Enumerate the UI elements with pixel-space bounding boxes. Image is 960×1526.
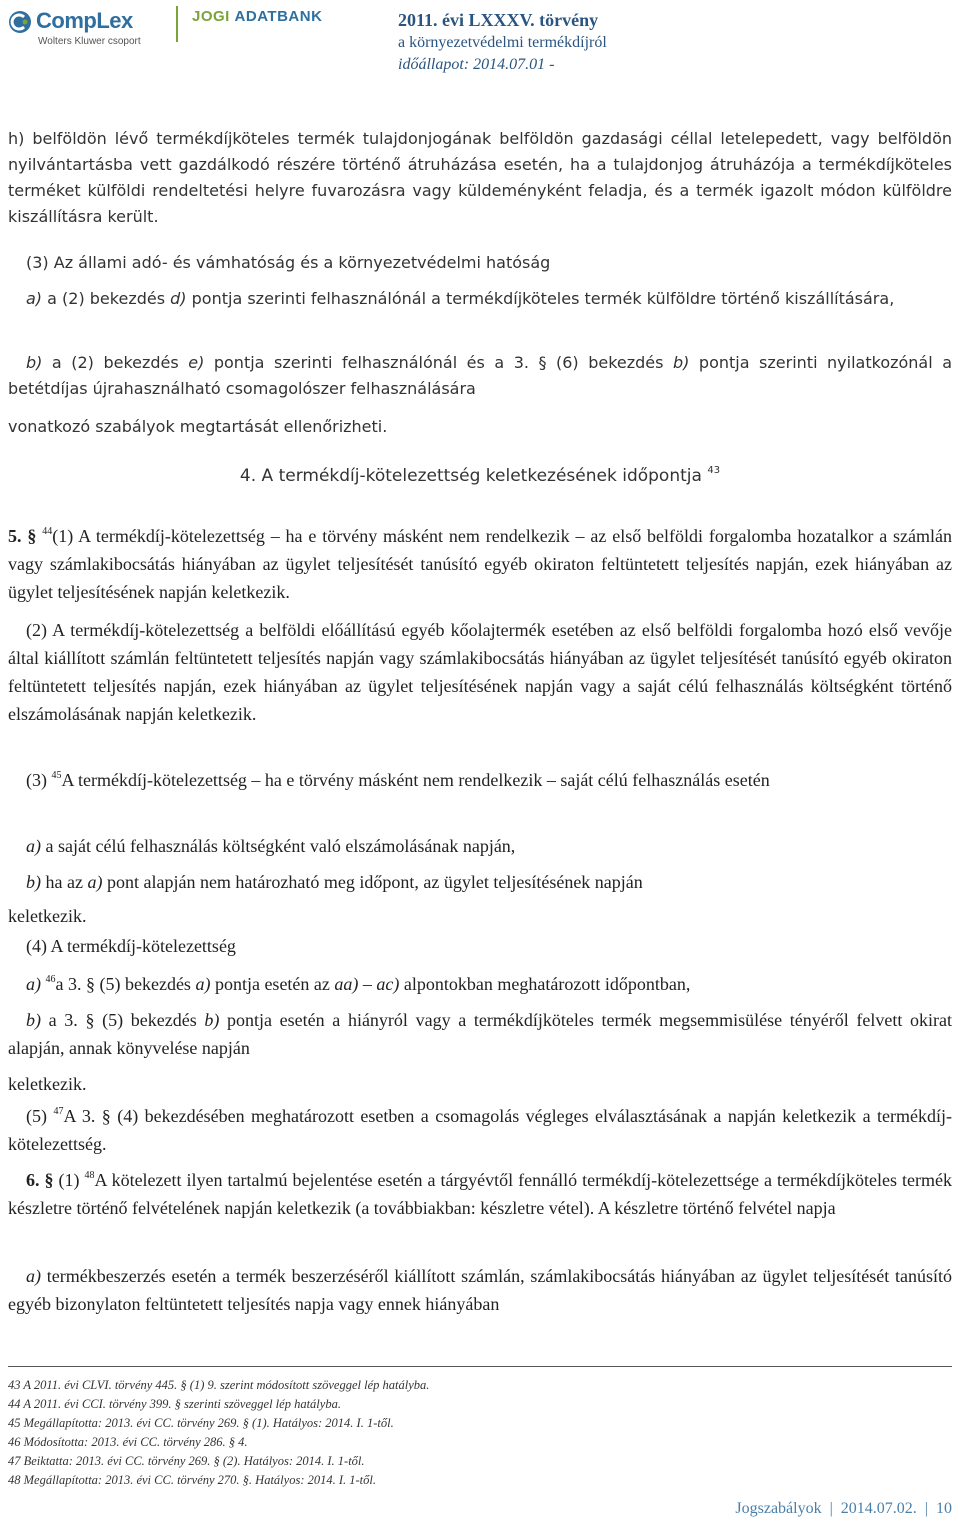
law-title: 2011. évi LXXXV. törvény xyxy=(398,10,599,30)
s5-p5 xyxy=(8,1102,952,1158)
heading-4-footnote-ref: 43 xyxy=(707,465,721,476)
s5-p3-a-label: a) xyxy=(26,836,41,856)
header-divider xyxy=(176,6,178,42)
s5-p4-a-footnote-ref: 46 xyxy=(45,974,56,985)
s5-p4-a-text-2: pontja esetén az xyxy=(210,974,335,994)
s5-p3-a-text: a saját célú felhasználás költségként való elszámolásának napján, xyxy=(41,836,516,856)
s5-p3-b-ref: a) xyxy=(87,872,103,892)
footnote-44: 44 A 2011. évi CCI. törvény 399. § szerinti szöveggel lép hatályba. xyxy=(8,1397,341,1411)
s5-p4-b-text-2: pontja esetén a hiányról vagy a termékdíjköteles termék megsemmisülése tényéről felvett okirat alapján, annak könyvelése napján xyxy=(8,1010,952,1058)
s5-p4-end: keletkezik. xyxy=(8,1074,87,1094)
s5-p4-a-ref: a) xyxy=(195,974,211,994)
p3-b-text-2: pontja szerinti felhasználónál és a 3. § (6) bekezdés xyxy=(204,353,673,372)
h-item-paragraph: h) belföldön lévő termékdíjköteles termék tulajdonjogának belföldön gazdasági céllal letelepedett, vagy belföldön nyilvántartásba vett gazdálkodó részére történő átruházása esetén, ha a tulajdonjog átruházója a termékdíjköteles terméket külföldi rendeltetési helyre fuvarozásra vagy küldeményként feladja, és a termék igazolt módon külföldre kiszállításra került. xyxy=(8,129,952,226)
page-header xyxy=(0,0,960,90)
s5-p4: (4) A termékdíj-kötelezettség xyxy=(26,936,236,956)
footnote-45: 45 Megállapította: 2013. évi CC. törvény 269. § (1). Hatályos: 2014. I. 1-től. xyxy=(8,1416,394,1430)
s5-p3-end: keletkezik. xyxy=(8,906,87,926)
p3-b-text-3: pontja szerinti nyilatkozónál a betétdíjas újrahasználható csomagolószer felhasználására xyxy=(8,353,953,398)
s5-p3-b-label: b) xyxy=(26,872,41,892)
s5-p4-a xyxy=(26,970,952,998)
complex-logo-mark-icon xyxy=(8,10,32,34)
p3-item-b xyxy=(8,350,952,402)
complex-sub: Wolters Kluwer csoport xyxy=(38,36,141,47)
p3-b-ref2: b) xyxy=(673,353,690,372)
s5-p2-text: (2) A termékdíj-kötelezettség a belföldi előállítású egyéb kőolajtermék esetében az első belföldi forgalomba hozó első vevője által kiállított számlán feltüntetett teljesítés napján vagy számlakibocsátás hiányában az ügylet teljesítését tanúsító egyéb okiraton feltüntetett teljesítés napján, ezek hiányában az ügylet teljesítésének napján vagy a saját célú felhasználás költségként történő elszámolásának napján keletkezik. xyxy=(8,620,952,724)
heading-4-text: 4. A termékdíj-kötelezettség keletkezésének időpontja xyxy=(239,466,702,486)
p3-item-a xyxy=(8,286,952,312)
s6-number: 6. § xyxy=(26,1170,54,1190)
s6-a-label: a) xyxy=(26,1266,41,1286)
s6-a xyxy=(8,1262,952,1318)
law-header xyxy=(398,8,698,76)
s5-p4-b xyxy=(8,1006,952,1062)
footer-date: 2014.07.02. xyxy=(840,1500,917,1517)
law-state: időállapot: 2014.07.01 - xyxy=(398,56,555,73)
footer-page-number: 10 xyxy=(936,1500,952,1517)
p3-a-ref: d) xyxy=(170,289,187,308)
s5-p4-b-ref: b) xyxy=(204,1010,220,1030)
s5-p3-num: (3) xyxy=(26,770,47,790)
s5-p4-a-label: a) xyxy=(26,974,41,994)
s5-p4-a-ref2: aa) – ac) xyxy=(334,974,400,994)
s5-p4-b-text-1: a 3. § (5) bekezdés xyxy=(41,1010,205,1030)
s5-p3-b-text-2: pont alapján nem határozható meg időpont, az ügylet teljesítésének napján xyxy=(102,872,643,892)
complex-logo xyxy=(8,6,168,46)
jogi-word: JOGI xyxy=(192,8,230,25)
p3-b-text-1: a (2) bekezdés xyxy=(42,353,189,372)
footer-source: Jogszabályok xyxy=(735,1500,822,1517)
s5-p5-num: (5) xyxy=(26,1106,47,1126)
p3-intro: (3) Az állami adó- és vámhatóság és a környezetvédelmi hatóság xyxy=(26,253,551,272)
s5-p3-a xyxy=(26,832,952,860)
footnotes xyxy=(8,1376,952,1490)
s5-p4-a-text-1: a 3. § (5) bekezdés xyxy=(55,974,196,994)
footnote-46: 46 Módosította: 2013. évi CC. törvény 286. § 4. xyxy=(8,1435,248,1449)
complex-brand: CompLex xyxy=(36,8,133,33)
s6-footnote-ref: 48 xyxy=(84,1170,95,1181)
p3-a-text-2: pontja szerinti felhasználónál a termékdíjköteles termék külföldre történő kiszállítására, xyxy=(186,289,895,308)
footnote-rule xyxy=(8,1366,952,1367)
section-heading-4 xyxy=(0,466,960,486)
footnote-48: 48 Megállapította: 2013. évi CC. törvény 270. §. Hatályos: 2014. I. 1-től. xyxy=(8,1473,377,1487)
footnote-47: 47 Beiktatta: 2013. évi CC. törvény 269. § (2). Hatályos: 2014. I. 1-től. xyxy=(8,1454,365,1468)
s5-p1-text: (1) A termékdíj-kötelezettség – ha e törvény másként nem rendelkezik – az első belföldi forgalomba hozatalkor a számlán vagy számlakibocsátás hiányában az ügylet teljesítését tanúsító egyéb okiraton feltüntetett teljesítés napján, ezek hiányában az ügylet teljesítésének napján keletkezik. xyxy=(8,526,953,602)
p3-b-ref: e) xyxy=(188,353,205,372)
s5-p4-b-label: b) xyxy=(26,1010,41,1030)
s5-p3-text: A termékdíj-kötelezettség – ha e törvény másként nem rendelkezik – saját célú felhasználás esetén xyxy=(61,770,770,790)
p3-b-label: b) xyxy=(26,353,43,372)
s6-p1 xyxy=(8,1166,952,1222)
s6-p1-num: (1) xyxy=(58,1170,80,1190)
s5-p3-footnote-ref: 45 xyxy=(51,770,62,781)
jogi-adatbank-logo xyxy=(192,8,322,38)
s6-p1-text: A kötelezett ilyen tartalmú bejelentése esetén a tárgyévtől fennálló termékdíj-kötelezettsége a termékdíjköteles termék készletre történő felvételének napján keletkezik (a továbbiakban: készletre vétel). A készletre történő felvétel napja xyxy=(8,1170,953,1218)
s5-p1 xyxy=(8,522,952,606)
law-subtitle: a környezetvédelmi termékdíjról xyxy=(398,34,607,51)
s5-number: 5. § xyxy=(8,526,37,546)
s5-p5-text: A 3. § (4) bekezdésében meghatározott esetben a csomagolás végleges elválasztásának a napján keletkezik a termékdíj-kötelezettség. xyxy=(8,1106,952,1154)
s5-p5-footnote-ref: 47 xyxy=(53,1106,64,1117)
footnote-43: 43 A 2011. évi CLVI. törvény 445. § (1) 9. szerint módosított szöveggel lép hatályba. xyxy=(8,1378,430,1392)
page-footer: Jogszabályok | 2014.07.02. | 10 xyxy=(735,1500,952,1517)
p3-end: vonatkozó szabályok megtartását ellenőrizheti. xyxy=(8,417,388,436)
p3-a-label: a) xyxy=(26,289,43,308)
s6-a-text: termékbeszerzés esetén a termék beszerzéséről kiállított számlán, számlakibocsátás hiányában az ügylet teljesítését tanúsító egyéb bizonylaton feltüntetett teljesítés napja vagy ennek hiányában xyxy=(8,1266,952,1314)
s5-footnote-ref: 44 xyxy=(42,526,53,537)
s5-p4-a-text-3: alpontokban meghatározott időpontban, xyxy=(399,974,691,994)
s5-p3-b-text-1: ha az xyxy=(41,872,88,892)
s5-p3 xyxy=(8,766,952,794)
s5-p2 xyxy=(8,616,952,728)
adatbank-word: ADATBANK xyxy=(234,8,323,25)
s5-p3-b xyxy=(26,868,952,896)
p3-a-text-1: a (2) bekezdés xyxy=(42,289,171,308)
